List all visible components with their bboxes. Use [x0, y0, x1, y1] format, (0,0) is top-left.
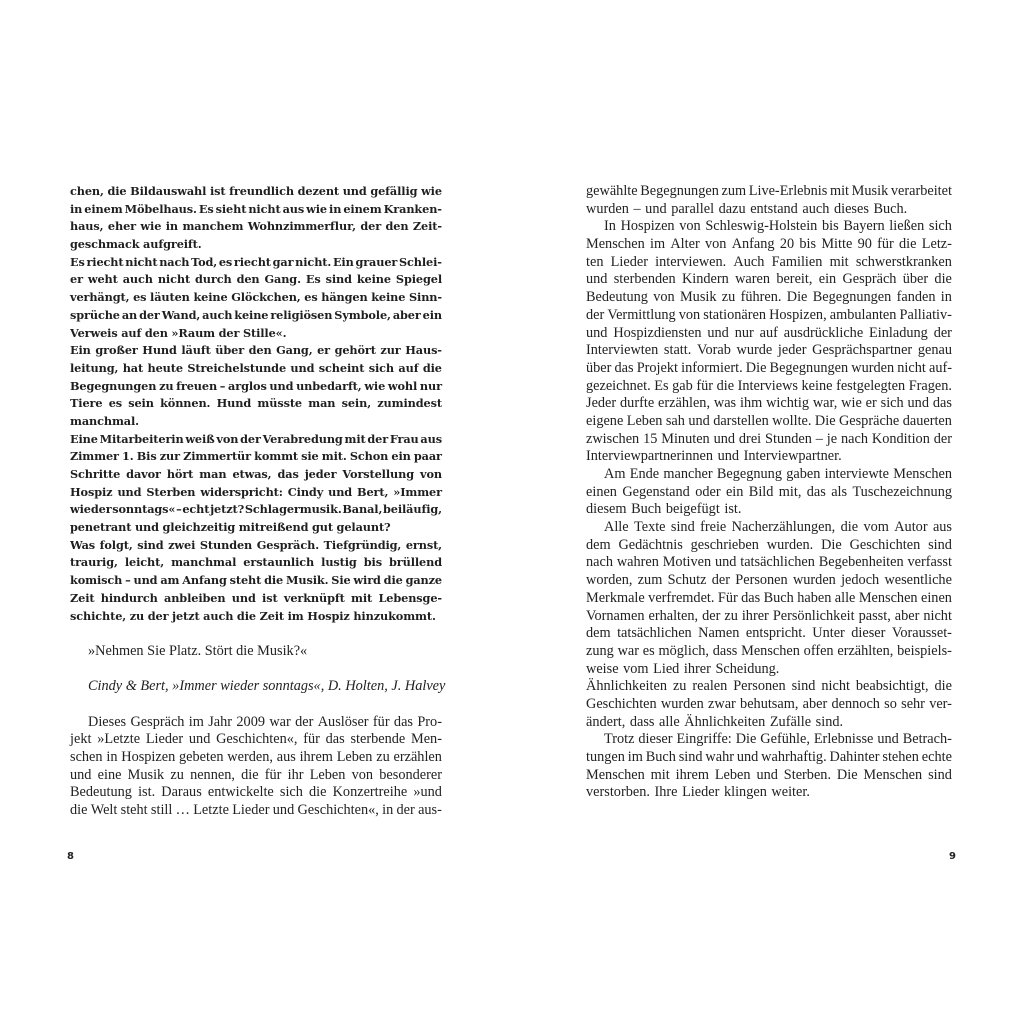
body-text-block — [70, 714, 442, 820]
text-line: dem tatsächlichen Namen entspricht. Unter dieser Vorausset- — [586, 625, 952, 642]
text-line: und Hospizdiensten und nur auf ausdrückliche Einladung der — [586, 324, 952, 341]
text-line: wurden – und parallel dazu entstand auch dieses Buch. — [586, 200, 908, 217]
text-line: jekt »Letzte Lieder und Geschichten«, für das sterbende Men- — [70, 731, 442, 748]
text-line: gezeichnet. Es gab für die Interviews keine festgelegten Fragen. — [586, 377, 952, 394]
text-line: Bedeutung ist. Daraus entwickelte sich die Konzertreihe »und — [70, 784, 442, 801]
pull-quote: »Nehmen Sie Platz. Stört die Musik?« — [88, 642, 308, 659]
text-line: Was folgt, sind zwei Stunden Gespräch. Tiefgründig, ernst, — [70, 537, 442, 552]
text-line: tungen im Buch sind wahr und wahrhaftig. Dahinter stehen echte — [586, 749, 952, 765]
text-line: Geschichten wurden zwar behutsam, aber dennoch so sehr ver- — [586, 695, 952, 712]
text-line: Am Ende mancher Begegnung gaben interviewte Menschen — [604, 466, 952, 482]
text-line: Zeit hindurch anbleiben und ist verknüpft mit Lebensge- — [70, 590, 442, 605]
text-line: geschmack aufgreift. — [70, 237, 202, 252]
text-line: Verweis auf den »Raum der Stille«. — [70, 325, 287, 340]
body-text-block — [586, 183, 952, 802]
text-line: zung war es möglich, dass Menschen offen erzählten, beispiels- — [586, 642, 952, 659]
text-line: manchmal. — [70, 413, 139, 428]
text-line: schichte, zu der jetzt auch die Zeit im Hospiz hinzukommt. — [70, 608, 436, 623]
right-page — [512, 0, 1024, 1024]
text-line: penetrant und gleichzeitig mitreißend gut gelaunt? — [70, 520, 391, 535]
left-text-column — [70, 183, 446, 820]
text-line: Ein großer Hund läuft über den Gang, er gehört zur Haus- — [70, 343, 442, 358]
text-line: schen in Hospizen gebeten werden, aus ihrem Leben zu erzählen — [70, 749, 442, 765]
text-line: Zimmer 1. Bis zur Zimmertür kommt sie mit. Schon ein paar — [70, 449, 442, 464]
text-line: Merkmale verfremdet. Für das Buch haben alle Menschen einen — [586, 589, 952, 606]
text-line: Eine Mitarbeiterin weiß von der Verabredung mit der Frau aus — [70, 431, 442, 446]
text-line: Menschen im Alter von Anfang 20 bis Mitte 90 für die Letz- — [586, 236, 952, 253]
text-line: Tiere es sein können. Hund müsste man sein, zumindest — [70, 396, 442, 411]
text-line: gewählte Begegnungen zum Live-Erlebnis mit Musik verarbeitet — [586, 183, 952, 199]
text-line: zwischen 15 Minuten und drei Stunden – je nach Kondition der — [586, 430, 952, 447]
text-line: in einem Möbelhaus. Es sieht nicht aus wie in einem Kranken- — [70, 201, 442, 216]
text-line: Bedeutung von Musik zu führen. Die Begegnungen fanden in — [586, 289, 952, 306]
song-credit: Cindy & Bert, »Immer wieder sonntags«, D. Holten, J. Halvey — [88, 678, 446, 695]
text-line: Dieses Gespräch im Jahr 2009 war der Auslöser für das Pro- — [88, 713, 442, 730]
text-line: er weht auch nicht durch den Gang. Es sind keine Spiegel — [70, 272, 442, 287]
text-line: Interviewten statt. Vorab wurde jeder Gesprächspartner genau — [586, 342, 952, 359]
text-line: leitung, hat heute Streichelstunde und scheint sich auf die — [70, 360, 442, 375]
text-line: Hospiz und Sterben widerspricht: Cindy und Bert, »Immer — [70, 484, 442, 499]
text-line: Vornamen erhalten, der zu ihrer Persönlichkeit passt, aber nicht — [586, 607, 952, 624]
text-line: die Welt steht still … Letzte Lieder und Geschichten«, in der aus- — [70, 802, 442, 819]
text-line: Begegnungen zu freuen – arglos und unbedarft, wie wohl nur — [70, 378, 442, 393]
text-line: worden, zum Schutz der Personen wurden jedoch wesentliche — [586, 572, 952, 589]
page-number-left: 8 — [67, 851, 74, 862]
text-line: Es riecht nicht nach Tod, es riecht gar nicht. Ein grauer Schlei- — [70, 254, 442, 269]
text-line: über das Projekt informiert. Die Begegnungen wurden nicht auf- — [586, 359, 952, 376]
text-line: dem Gedächtnis geschrieben wurden. Die Geschichten sind — [586, 536, 952, 553]
text-line: Ähnlichkeiten zu realen Personen sind nicht beabsichtigt, die — [586, 678, 952, 695]
text-line: verstorben. Ihre Lieder klingen weiter. — [586, 784, 810, 801]
text-line: In Hospizen von Schleswig-Holstein bis Bayern ließen sich — [604, 218, 952, 235]
text-line: verhängt, es läuten keine Glöckchen, es hängen keine Sinn- — [70, 290, 442, 305]
text-line: Menschen mit ihrem Leben und Sterben. Die Menschen sind — [586, 766, 952, 783]
text-line: nach wahren Motiven und tatsächlichen Begebenheiten verfasst — [586, 554, 952, 571]
text-line: traurig, leicht, manchmal erstaunlich lustig bis brüllend — [70, 555, 442, 570]
page-number-right: 9 — [949, 851, 956, 862]
text-line: komisch – und am Anfang steht die Musik. Sie wird die ganze — [70, 573, 442, 588]
text-line: Alle Texte sind freie Nacherzählungen, die vom Autor aus — [604, 519, 952, 536]
text-line: der Vermittlung von stationären Hospizen, ambulanten Palliativ- — [586, 306, 952, 323]
text-line: einen Gegenstand oder ein Bild mit, das als Tuschezeichnung — [586, 483, 952, 500]
text-line: ten Lieder interviewen. Auch Familien mit schwerstkranken — [586, 253, 952, 270]
text-line: Trotz dieser Eingriffe: Die Gefühle, Erlebnisse und Betrach- — [604, 731, 952, 748]
text-line: diesem Buch beigefügt ist. — [586, 501, 742, 518]
text-line: eigene Leben sah und darstellen wollte. Die Gespräche dauerten — [586, 412, 952, 429]
text-line: wieder sonntags« – echt jetzt? Schlagermusik. Banal, beiläufig, — [70, 502, 442, 517]
text-line: chen, die Bildauswahl ist freundlich dezent und gefällig wie — [70, 184, 442, 198]
text-line: Jeder durfte erzählen, was ihm wichtig war, wie er sich und das — [586, 395, 952, 412]
text-line: weise vom Lied ihrer Scheidung. — [586, 660, 780, 677]
text-line: Schritte davor hört man etwas, das jeder Vorstellung von — [70, 467, 442, 481]
text-line: haus, eher wie in manchem Wohnzimmerflur, der den Zeit- — [70, 219, 442, 234]
text-line: sprüche an der Wand, auch keine religiösen Symbole, aber ein — [70, 307, 442, 322]
text-line: Interviewpartnerinnen und Interviewpartner. — [586, 448, 842, 465]
right-text-column — [586, 183, 952, 802]
text-line: und sterbenden Kindern waren bereit, ein Gespräch über die — [586, 271, 952, 288]
bold-narrative-block — [70, 183, 442, 625]
text-line: ändert, dass alle Ähnlichkeiten Zufälle sind. — [586, 713, 844, 730]
text-line: und eine Musik zu nennen, die für ihr Leben von besonderer — [70, 766, 442, 783]
